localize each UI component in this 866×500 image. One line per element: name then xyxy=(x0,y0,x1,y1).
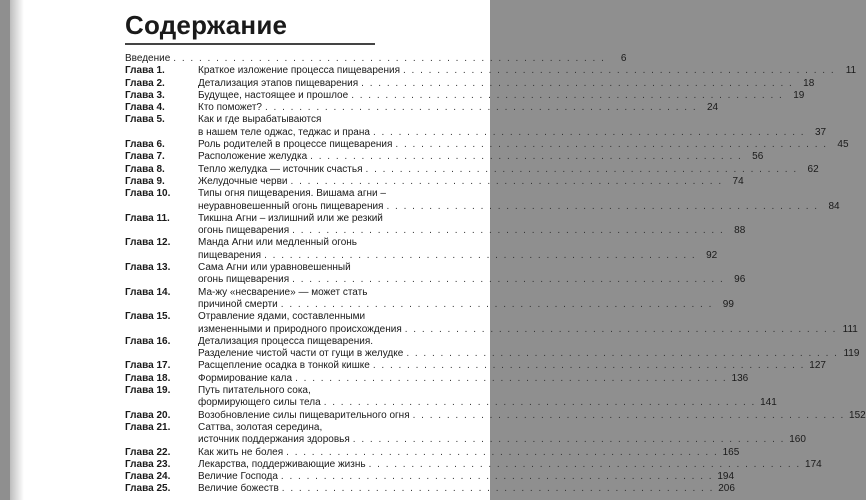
toc-entry-line xyxy=(125,262,485,274)
page-number: 165 xyxy=(722,446,740,458)
toc-entry-line xyxy=(125,249,718,262)
chapter-label: Глава 23. xyxy=(125,458,171,470)
chapter-label: Глава 15. xyxy=(125,311,171,323)
toc-entry-line xyxy=(125,434,806,446)
toc-entry xyxy=(125,139,849,151)
page-number: 62 xyxy=(807,163,819,175)
dot-leader xyxy=(373,360,805,372)
chapter-label: Глава 12. xyxy=(125,237,171,249)
chapter-title: Тикшна Агни – излишний или же резкий xyxy=(198,212,383,224)
chapter-title: Как жить не болея xyxy=(198,446,284,458)
page-number: 11 xyxy=(845,65,857,77)
dot-leader xyxy=(310,151,742,163)
page-number: 174 xyxy=(805,458,822,470)
page-number: 127 xyxy=(809,360,826,372)
toc-entry xyxy=(125,311,858,336)
toc-entry xyxy=(125,188,840,213)
chapter-title: огонь пищеварения xyxy=(198,274,290,286)
page-title: Содержание xyxy=(125,10,288,40)
chapter-label: Глава 24. xyxy=(125,471,171,483)
chapter-title: Детализация этапов пищеварения xyxy=(198,77,359,89)
page-number: 37 xyxy=(814,126,827,138)
toc-entry-line xyxy=(125,163,819,176)
chapter-label: Глава 8. xyxy=(125,163,165,175)
dot-leader xyxy=(292,274,724,286)
toc-entry-line xyxy=(125,471,735,483)
chapter-title: Величие божеств xyxy=(198,483,279,495)
chapter-title: источник поддержания здоровья xyxy=(198,434,350,446)
chapter-title: Желудочные черви xyxy=(198,175,288,187)
dot-leader xyxy=(281,471,713,483)
chapter-title: неуравновешенный огонь пищеварения xyxy=(198,200,384,212)
toc-entry xyxy=(125,89,805,102)
toc-entry xyxy=(125,175,744,188)
chapter-label: Глава 10. xyxy=(125,188,171,200)
toc-entry-line xyxy=(125,213,485,225)
toc-entry-line xyxy=(125,422,485,434)
page-number: 96 xyxy=(734,274,746,286)
page-number: 141 xyxy=(760,397,777,409)
page-number: 19 xyxy=(793,89,805,101)
dot-leader xyxy=(292,225,724,237)
toc-entry xyxy=(125,458,822,471)
dot-leader xyxy=(286,447,718,459)
toc-entry-line xyxy=(125,126,827,139)
toc-entry-line xyxy=(125,225,746,237)
dot-leader xyxy=(395,139,827,151)
chapter-title: Сама Агни или уравновешенный xyxy=(198,262,351,274)
chapter-title: Как и где вырабатываются xyxy=(198,114,322,126)
page-number: 74 xyxy=(732,175,744,187)
page-number: 45 xyxy=(837,139,849,151)
page-gutter-shadow xyxy=(10,0,24,500)
toc-entry-line xyxy=(125,397,777,409)
toc-entry xyxy=(125,446,740,459)
toc-entry-line xyxy=(125,77,815,90)
toc-entry-line xyxy=(125,89,805,102)
toc-entry-line xyxy=(125,372,749,385)
chapter-title: Тепло желудка — источник счастья xyxy=(198,163,363,175)
toc-entry xyxy=(125,409,866,422)
toc-entry xyxy=(125,385,777,410)
chapter-title: Величие Господа xyxy=(198,471,278,483)
chapter-label: Глава 11. xyxy=(125,212,170,224)
chapter-title: Расщепление осадка в тонкой кишке xyxy=(198,360,370,372)
dot-leader xyxy=(403,65,835,77)
dot-leader xyxy=(405,324,837,336)
toc-entry-line xyxy=(125,65,857,77)
chapter-title: Возобновление силы пищеварительного огня xyxy=(198,409,410,421)
chapter-title: Отравление ядами, составленными xyxy=(198,311,366,323)
chapter-label: Глава 18. xyxy=(125,372,171,384)
chapter-label: Глава 3. xyxy=(125,89,165,101)
toc-entry-line xyxy=(125,274,746,286)
chapter-title: Манда Агни или медленный огонь xyxy=(198,237,358,249)
chapter-title: формирующего силы тела xyxy=(198,397,321,409)
chapter-title: Ма-жу «несварение» — может стать xyxy=(198,286,368,298)
toc-entry xyxy=(125,114,827,139)
page-number: 6 xyxy=(620,53,627,64)
page-number: 84 xyxy=(828,200,840,212)
page-number: 111 xyxy=(842,323,858,335)
dot-leader xyxy=(353,434,785,446)
dot-leader xyxy=(373,127,805,139)
chapter-title: Роль родителей в процессе пищеварения xyxy=(198,139,393,151)
toc-entry-line xyxy=(125,409,866,422)
chapter-title: Путь питательного сока, xyxy=(198,385,311,397)
toc-entry-line xyxy=(125,53,627,65)
chapter-label: Глава 9. xyxy=(125,175,165,187)
chapter-label: Глава 13. xyxy=(125,262,171,274)
chapter-title: Формирование кала xyxy=(198,372,293,384)
toc-entry-line xyxy=(125,237,485,249)
chapter-label: Глава 21. xyxy=(125,421,171,433)
chapter-title: Введение xyxy=(125,53,171,64)
page-number: 152 xyxy=(849,409,866,421)
dot-leader xyxy=(265,102,697,114)
chapter-title: Саттва, золотая середина, xyxy=(198,421,323,433)
toc-entry-line xyxy=(125,348,860,360)
dot-leader xyxy=(351,90,783,102)
toc-entry xyxy=(125,102,719,114)
dot-leader xyxy=(281,299,713,311)
chapter-title: в нашем теле оджас, теджас и прана xyxy=(198,126,370,138)
toc-entry-line xyxy=(125,385,485,397)
toc-entry xyxy=(125,471,735,483)
chapter-title: измененными и природного происхождения xyxy=(198,323,402,335)
toc-entry-line xyxy=(125,188,485,200)
chapter-label: Глава 14. xyxy=(125,286,171,298)
page-number: 206 xyxy=(718,483,735,495)
toc-entry-line xyxy=(125,287,485,299)
page-number: 194 xyxy=(717,471,735,483)
page-number: 160 xyxy=(789,434,806,446)
toc-entry xyxy=(125,212,746,238)
toc-entry-line xyxy=(125,102,719,114)
toc-entry xyxy=(125,65,857,77)
toc-entry-line xyxy=(125,139,849,151)
toc-entry-line xyxy=(125,151,764,163)
dot-leader xyxy=(369,459,801,471)
chapter-label: Глава 22. xyxy=(125,446,171,458)
chapter-title: огонь пищеварения xyxy=(198,225,290,237)
toc-entry xyxy=(125,421,806,447)
chapter-title: Расположение желудка xyxy=(198,151,308,163)
dot-leader xyxy=(324,397,756,409)
toc-entry xyxy=(125,163,819,176)
chapter-label: Глава 20. xyxy=(125,409,171,421)
toc-entry-line xyxy=(125,483,735,495)
page-number: 18 xyxy=(803,77,815,89)
page-number: 92 xyxy=(706,249,718,261)
dot-leader xyxy=(406,348,838,360)
chapter-title: Краткое изложение процесса пищеварения xyxy=(198,65,400,77)
toc-entry xyxy=(125,262,746,287)
toc-entry xyxy=(125,53,627,65)
chapter-label: Глава 2. xyxy=(125,77,165,89)
chapter-label: Глава 17. xyxy=(125,360,171,372)
dot-leader xyxy=(295,373,727,385)
page-number: 88 xyxy=(734,225,746,237)
dot-leader xyxy=(282,483,714,495)
toc-entry-line xyxy=(125,298,734,311)
dot-leader xyxy=(361,78,793,90)
toc-entry xyxy=(125,237,718,262)
chapter-label: Глава 7. xyxy=(125,151,165,163)
dot-leader xyxy=(291,176,723,188)
dot-leader xyxy=(366,164,798,176)
chapter-label: Глава 16. xyxy=(125,335,171,347)
toc-entry xyxy=(125,372,749,385)
toc-entry xyxy=(125,151,764,163)
toc-entry-line xyxy=(125,114,485,126)
chapter-label: Глава 5. xyxy=(125,114,165,126)
chapter-label: Глава 6. xyxy=(125,139,165,151)
toc-entry-line xyxy=(125,360,826,372)
chapter-title: причиной смерти xyxy=(198,298,278,310)
chapter-title: Детализация процесса пищеварения. xyxy=(198,335,374,347)
dot-leader xyxy=(173,53,605,65)
chapter-title: пищеварения xyxy=(198,249,262,261)
chapter-label: Глава 1. xyxy=(125,65,165,77)
toc-entry-line xyxy=(125,311,485,323)
chapter-label: Глава 4. xyxy=(125,102,165,114)
chapter-title: Будущее, настоящее и прошлое xyxy=(198,89,349,101)
chapter-title: Кто поможет? xyxy=(198,102,262,114)
toc-entry xyxy=(125,483,735,495)
toc-entry-line xyxy=(125,336,485,348)
toc-entry xyxy=(125,77,815,90)
chapter-title: Лекарства, поддерживающие жизнь xyxy=(198,458,366,470)
page-number: 24 xyxy=(707,102,719,114)
page-number: 56 xyxy=(752,151,764,163)
toc-entry-line xyxy=(125,175,744,188)
chapter-label: Глава 25. xyxy=(125,483,171,495)
toc-entry xyxy=(125,360,826,372)
toc-entry xyxy=(125,286,734,312)
toc-entry-line xyxy=(125,323,858,336)
toc-entry-line xyxy=(125,446,740,459)
page-number: 136 xyxy=(731,372,749,384)
title-underline xyxy=(125,43,375,45)
toc-entry-line xyxy=(125,458,822,471)
chapter-title: Типы огня пищеварения. Вишама агни – xyxy=(198,188,386,200)
page-number: 99 xyxy=(722,298,734,310)
page-number: 119 xyxy=(843,348,860,360)
dot-leader xyxy=(264,250,696,262)
dot-leader xyxy=(413,410,845,422)
toc-entry-line xyxy=(125,200,840,213)
chapter-title: Разделение чистой части от гущи в желудке xyxy=(198,348,404,360)
book-page xyxy=(10,0,866,500)
dot-leader xyxy=(386,201,818,213)
table-of-contents xyxy=(125,53,866,496)
chapter-label: Глава 19. xyxy=(125,385,171,397)
toc-entry xyxy=(125,335,860,361)
